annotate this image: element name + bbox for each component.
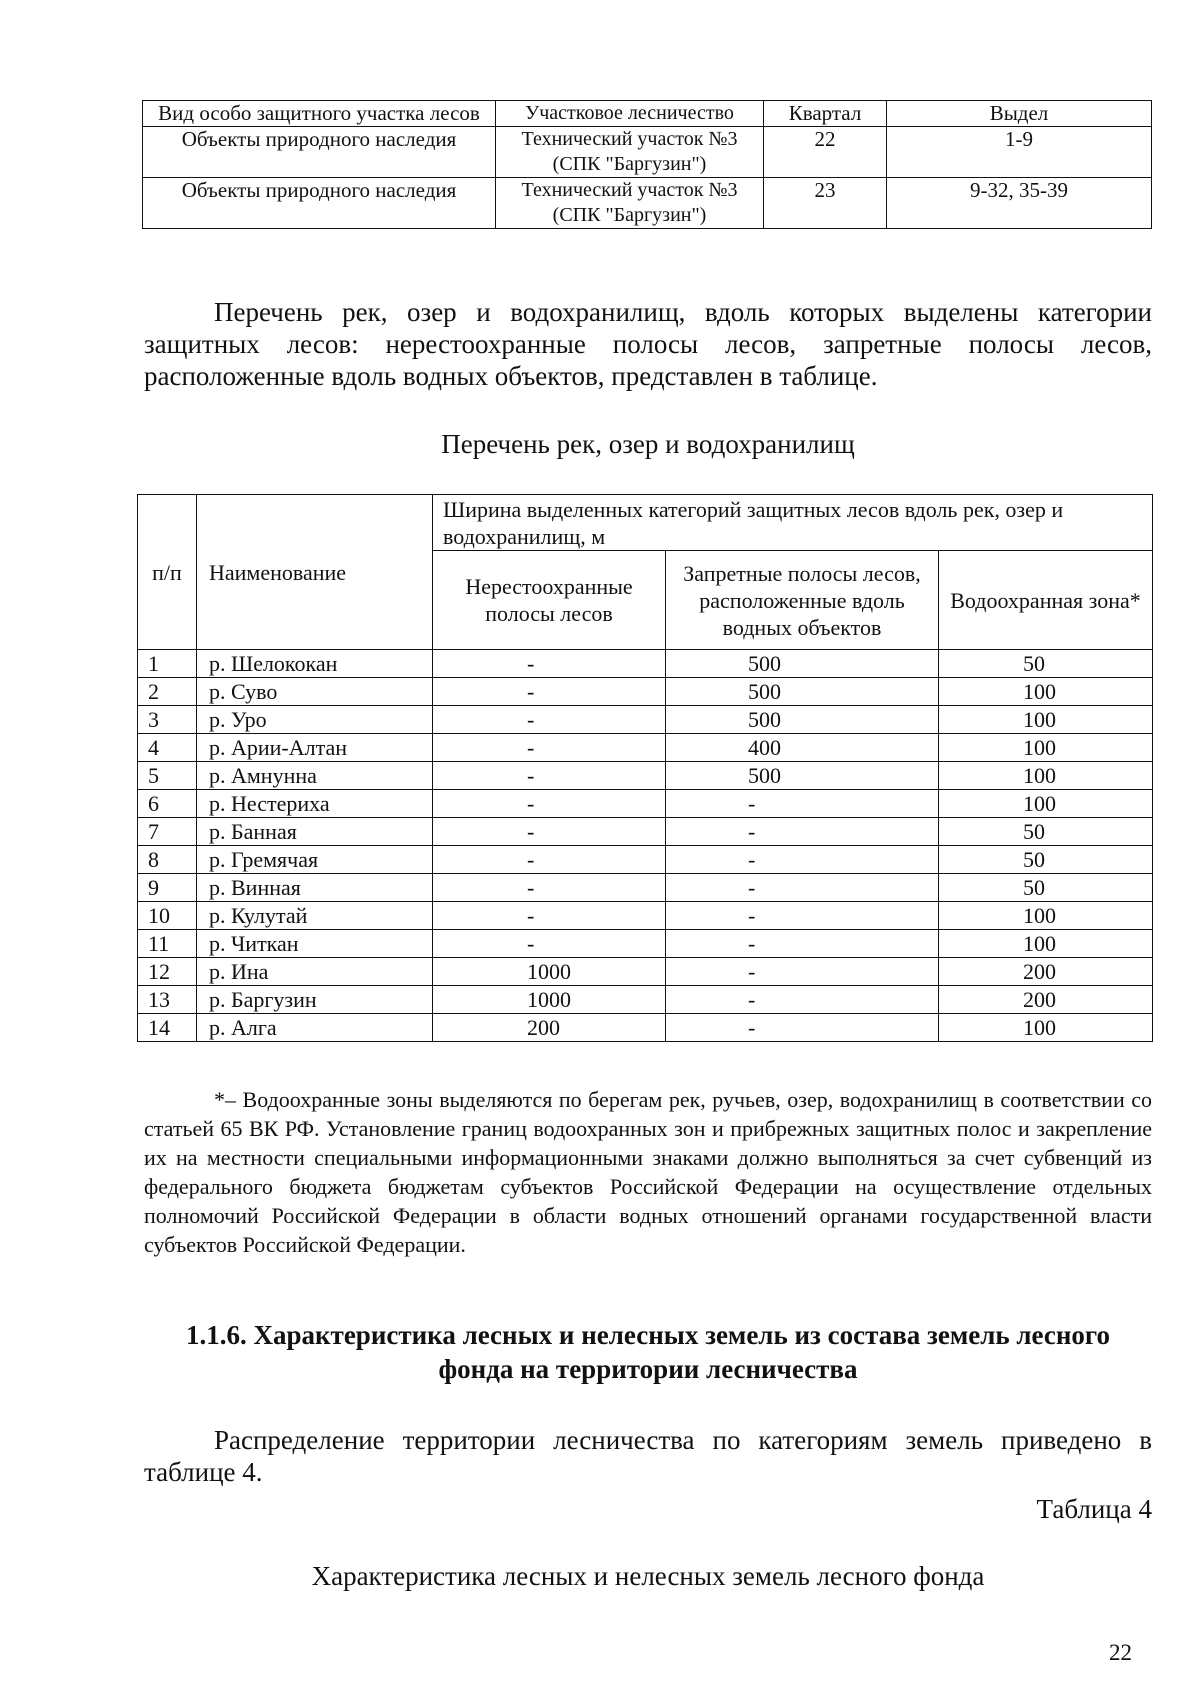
header-cell-restricted: Запретные полосы лесов, расположенные вдоль водных объектов <box>666 551 939 650</box>
restricted-width-cell: - <box>666 818 939 846</box>
water-zone-width-cell: 50 <box>939 818 1153 846</box>
table-row <box>138 762 1153 790</box>
table-row <box>138 818 1153 846</box>
water-zone-width-cell: 100 <box>939 706 1153 734</box>
water-zone-width-cell: 100 <box>939 1014 1153 1042</box>
row-number-cell: 1 <box>138 650 197 678</box>
spawning-width-cell: - <box>433 818 666 846</box>
table-row <box>138 734 1153 762</box>
table-header-row <box>143 101 1152 127</box>
table-cell: 1-9 <box>887 127 1152 178</box>
row-number-cell: 3 <box>138 706 197 734</box>
spawning-width-cell: - <box>433 930 666 958</box>
table-row <box>138 930 1153 958</box>
row-number-cell: 4 <box>138 734 197 762</box>
section-heading-line: 1.1.6. Характеристика лесных и нелесных земель из состава земель лесного <box>185 1320 1110 1350</box>
distribution-paragraph: Распределение территории лесничества по категориям земель приведено в таблице 4. <box>144 1425 1152 1487</box>
table-row <box>138 1014 1153 1042</box>
water-zone-width-cell: 200 <box>939 986 1153 1014</box>
river-name-cell: р. Гремячая <box>197 846 433 874</box>
header-cell-group: Ширина выделенных категорий защитных лесов вдоль рек, озер и водохранилищ, м <box>433 495 1153 551</box>
row-number-cell: 5 <box>138 762 197 790</box>
water-zone-width-cell: 100 <box>939 762 1153 790</box>
river-name-cell: р. Шелококан <box>197 650 433 678</box>
table2-title: Перечень рек, озер и водохранилищ <box>441 429 855 459</box>
footnote: *– Водоохранные зоны выделяются по берегам рек, ручьев, озер, водохранилищ в соответствии со статьей 65 ВК РФ. Установление границ водоохранных зон и прибрежных защитных полос и закрепление их на местности специальными информационными знаками должно выполняться за счет субвенций из федерального бюджета бюджетам субъектов Российской Федерации на осуществление отдельных полномочий Российской Федерации в области водных отношений органами государственной власти субъектов Российской Федерации. <box>144 1087 1152 1257</box>
table-row <box>138 902 1153 930</box>
river-name-cell: р. Алга <box>197 1014 433 1042</box>
river-name-cell: р. Винная <box>197 874 433 902</box>
restricted-width-cell: 500 <box>666 678 939 706</box>
restricted-width-cell: - <box>666 902 939 930</box>
spawning-width-cell: - <box>433 790 666 818</box>
water-zone-width-cell: 100 <box>939 790 1153 818</box>
river-name-cell: р. Ина <box>197 958 433 986</box>
spawning-width-cell: 1000 <box>433 986 666 1014</box>
river-name-cell: р. Нестериха <box>197 790 433 818</box>
spawning-width-cell: - <box>433 650 666 678</box>
river-name-cell: р. Уро <box>197 706 433 734</box>
row-number-cell: 6 <box>138 790 197 818</box>
intro-paragraph: Перечень рек, озер и водохранилищ, вдоль которых выделены категории защитных лесов: нерестоохранные полосы лесов, запретные полосы лесов, расположенные вдоль водных объектов, представлен в таблице. <box>144 297 1152 391</box>
spawning-width-cell: 1000 <box>433 958 666 986</box>
table-row <box>138 846 1153 874</box>
water-zone-width-cell: 50 <box>939 650 1153 678</box>
row-number-cell: 7 <box>138 818 197 846</box>
spawning-width-cell: 200 <box>433 1014 666 1042</box>
restricted-width-cell: - <box>666 930 939 958</box>
row-number-cell: 8 <box>138 846 197 874</box>
table-row <box>138 678 1153 706</box>
restricted-width-cell: - <box>666 958 939 986</box>
table-cell: 22 <box>764 127 887 178</box>
row-number-cell: 14 <box>138 1014 197 1042</box>
water-zone-width-cell: 100 <box>939 902 1153 930</box>
river-name-cell: р. Банная <box>197 818 433 846</box>
table-row <box>143 127 1152 178</box>
table-cell: Технический участок №3 (СПК "Баргузин") <box>496 127 764 178</box>
river-name-cell: р. Баргузин <box>197 986 433 1014</box>
water-zone-width-cell: 100 <box>939 734 1153 762</box>
restricted-width-cell: 500 <box>666 706 939 734</box>
table4-label: Таблица 4 <box>1036 1494 1152 1524</box>
rivers-table-body <box>138 650 1153 1042</box>
header-cell-spawning: Нерестоохранные полосы лесов <box>433 551 666 650</box>
table-cell: 23 <box>764 178 887 229</box>
spawning-width-cell: - <box>433 762 666 790</box>
rivers-table <box>137 494 1153 1042</box>
row-number-cell: 9 <box>138 874 197 902</box>
table-row <box>138 650 1153 678</box>
river-name-cell: р. Кулутай <box>197 902 433 930</box>
water-zone-width-cell: 100 <box>939 930 1153 958</box>
section-heading-line: фонда на территории лесничества <box>438 1354 858 1384</box>
row-number-cell: 12 <box>138 958 197 986</box>
restricted-width-cell: - <box>666 846 939 874</box>
river-name-cell: р. Арии-Алтан <box>197 734 433 762</box>
header-cell: Участковое лесничество <box>496 101 764 127</box>
river-name-cell: р. Амнунна <box>197 762 433 790</box>
table-row <box>138 706 1153 734</box>
table-row <box>138 986 1153 1014</box>
section-heading <box>144 1318 1152 1386</box>
table-header-row <box>138 495 1153 551</box>
restricted-width-cell: - <box>666 1014 939 1042</box>
spawning-width-cell: - <box>433 846 666 874</box>
restricted-width-cell: - <box>666 986 939 1014</box>
header-cell-name: Наименование <box>197 495 433 650</box>
table4-title: Характеристика лесных и нелесных земель лесного фонда <box>311 1561 985 1591</box>
restricted-width-cell: 500 <box>666 762 939 790</box>
spawning-width-cell: - <box>433 902 666 930</box>
restricted-width-cell: 500 <box>666 650 939 678</box>
water-zone-width-cell: 200 <box>939 958 1153 986</box>
header-cell: Выдел <box>887 101 1152 127</box>
table-cell: 9-32, 35-39 <box>887 178 1152 229</box>
table-row <box>143 178 1152 229</box>
table-row <box>138 958 1153 986</box>
header-cell-water-zone: Водоохранная зона* <box>939 551 1153 650</box>
restricted-width-cell: - <box>666 874 939 902</box>
protected-areas-table <box>142 100 1152 229</box>
water-zone-width-cell: 50 <box>939 846 1153 874</box>
row-number-cell: 11 <box>138 930 197 958</box>
header-cell: Квартал <box>764 101 887 127</box>
water-zone-width-cell: 100 <box>939 678 1153 706</box>
spawning-width-cell: - <box>433 734 666 762</box>
water-zone-width-cell: 50 <box>939 874 1153 902</box>
river-name-cell: р. Читкан <box>197 930 433 958</box>
spawning-width-cell: - <box>433 874 666 902</box>
row-number-cell: 2 <box>138 678 197 706</box>
restricted-width-cell: 400 <box>666 734 939 762</box>
restricted-width-cell: - <box>666 790 939 818</box>
spawning-width-cell: - <box>433 706 666 734</box>
spawning-width-cell: - <box>433 678 666 706</box>
row-number-cell: 10 <box>138 902 197 930</box>
table-cell: Технический участок №3 (СПК "Баргузин") <box>496 178 764 229</box>
table-row <box>138 874 1153 902</box>
river-name-cell: р. Суво <box>197 678 433 706</box>
table-row <box>138 790 1153 818</box>
table-cell: Объекты природного наследия <box>143 127 496 178</box>
header-cell-num: п/п <box>138 495 197 650</box>
page-number: 22 <box>1109 1640 1132 1665</box>
row-number-cell: 13 <box>138 986 197 1014</box>
header-cell: Вид особо защитного участка лесов <box>143 101 496 127</box>
table-cell: Объекты природного наследия <box>143 178 496 229</box>
